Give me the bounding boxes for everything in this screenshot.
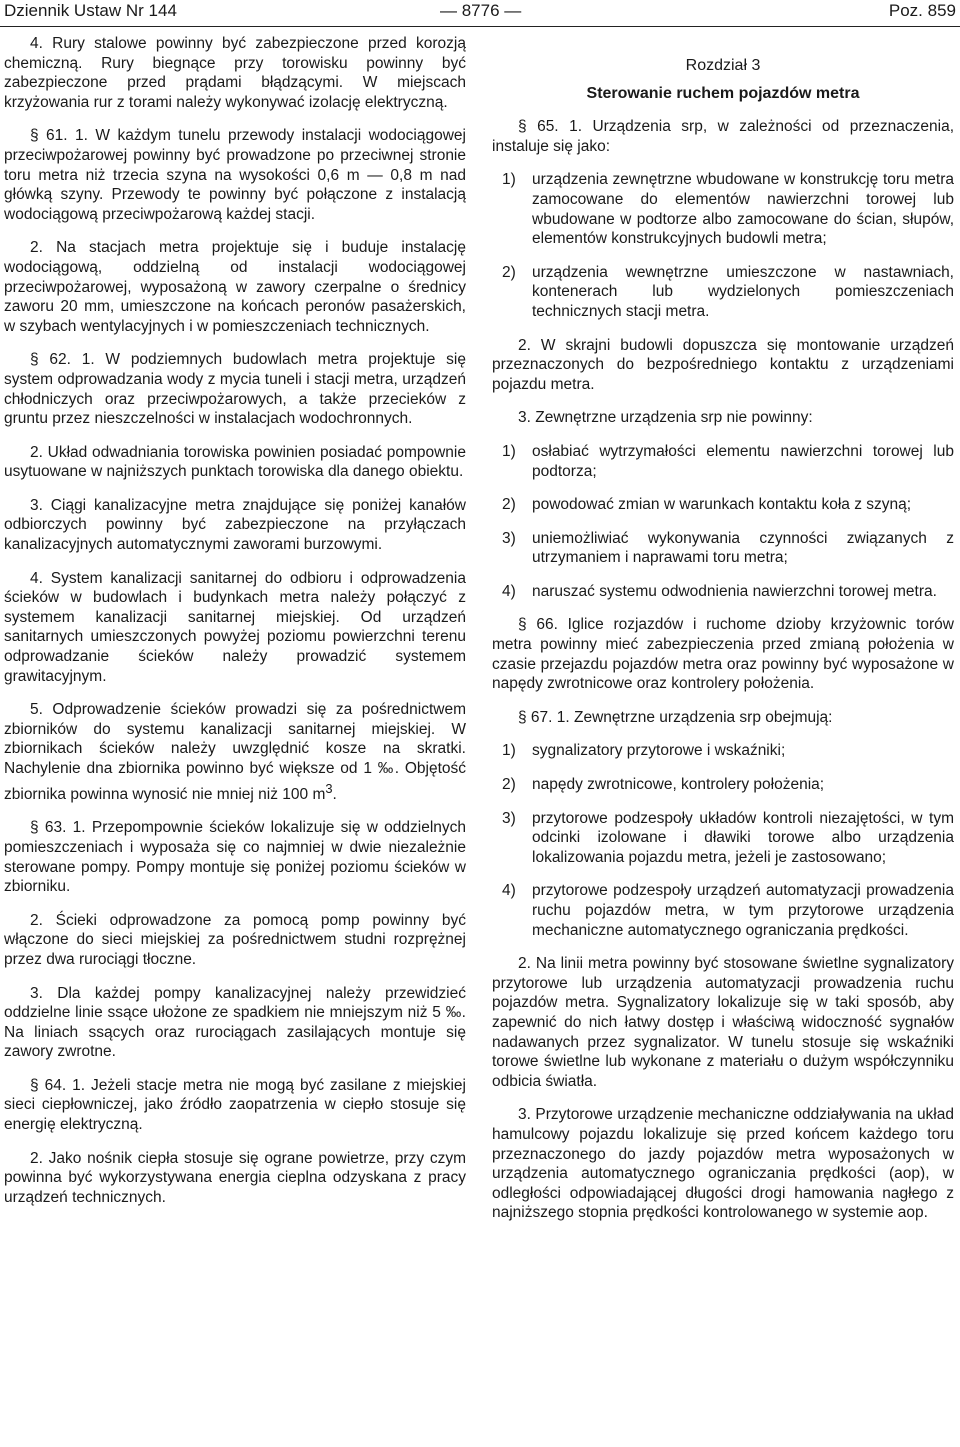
paragraph: 3. Dla każdej pompy kanalizacyjnej należy przewidzieć oddzielne linie ssące ułożone ze spadkiem nie mniejszym niż 5 ‰. Na liniach ssących oraz rurociągach zasilających montuje się zawory zwrotne.: [4, 984, 466, 1061]
item-number: 2): [502, 263, 516, 281]
item-number: 2): [502, 496, 516, 514]
left-column: [4, 34, 466, 1221]
list: [492, 170, 954, 321]
item-number: 2): [502, 776, 516, 794]
item-text: urządzenia wewnętrzne umieszczone w nastawniach, kontenerach lub wydzielonych pomieszczeniach technicznych stacji metra.: [532, 263, 954, 320]
item-number: 1): [502, 171, 516, 189]
chapter-title: Sterowanie ruchem pojazdów metra: [586, 84, 860, 102]
paragraph: [4, 700, 466, 804]
paragraph-text: .: [332, 785, 337, 803]
list-item: [492, 495, 954, 515]
item-text: sygnalizatory przytorowe i wskaźniki;: [532, 742, 786, 760]
item-number: 3): [502, 809, 516, 827]
paragraph: 3. Przytorowe urządzenie mechaniczne oddziaływania na układ hamulcowy pojazdu lokalizuje się przed końcem każdego toru przeznaczonego do jazdy pojazdów metra wyposażonych w urządzenia automatycznego ograniczania prędkości (aop), w odległości odpowiadającej długości drogi hamowania nagłego z najniższego stopnia prędkości kontrolowanego w systemie aop.: [492, 1106, 954, 1222]
item-text: przytorowe podzespoły układów kontroli niezajętości, w tym odcinki izolowane i dławiki torowe albo urządzenia lokalizowania pojazdu metra, jeżeli je zastosowano;: [532, 809, 954, 866]
paragraph: § 62. 1. W podziemnych budowlach metra projektuje się system odprowadzania wody z mycia tuneli i stacji metra, urządzeń chłodniczych oraz przeciwpożarowych, a także przecieków z gruntu przez nieszczelności w instalacjach wodochronnych.: [4, 351, 466, 428]
list-item: [492, 442, 954, 481]
superscript: 3: [325, 780, 333, 796]
paragraph: § 66. Iglice rozjazdów i ruchome dzioby krzyżownic torów metra powinny mieć zabezpieczenia przed zmianą położenia w czasie przejazdu pojazdów metra oraz powinny być wyposażone w napędy zwrotnicowe oraz kontrolery położenia.: [492, 616, 954, 693]
list-item: [492, 263, 954, 322]
paragraph: 3. Ciągi kanalizacyjne metra znajdujące się poniżej kanałów odbiorczych powinny być zabezpieczone na przyłączach kanalizacyjnych automatycznymi zaworami burzowymi.: [4, 496, 466, 554]
journal-title: Dziennik Ustaw Nr 144: [4, 1, 177, 20]
paragraph: 3. Zewnętrzne urządzenia srp nie powinny:: [518, 409, 813, 427]
paragraph: 4. System kanalizacji sanitarnej do odbioru i odprowadzenia ścieków w budowlach i budynkach metra należy połączyć z systemem kanalizacji sanitarnej miejskiej. Od urządzeń sanitarnych umieszczonych powyżej poziomu powierzchni terenu odprowadzanie ścieków należy prowadzić systemem grawitacyjnym.: [4, 569, 466, 685]
item-text: powodować zmian w warunkach kontaktu koła z szyną;: [532, 496, 912, 514]
paragraph: 2. Jako nośnik ciepła stosuje się ograne powietrze, przy czym powinna być wykorzystywana energia cieplna odzyskana z pracy urządzeń technicznych.: [4, 1149, 466, 1206]
paragraph: 2. W skrajni budowli dopuszcza się montowanie urządzeń przeznaczonych do bezpośredniego kontaktu z urządzeniami pojazdu metra.: [492, 336, 954, 393]
paragraph: § 65. 1. Urządzenia srp, w zależności od przeznaczenia, instaluje się jako:: [492, 118, 954, 155]
item-text: urządzenia zewnętrzne wbudowane w konstrukcję toru metra zamocowane do elementów nawierzchni torowej lub wbudowane w podtorze albo zamocowane do ścian, słupów, elementów konstrukcyjnych budowli metra;: [532, 171, 954, 248]
paragraph: 2. Na linii metra powinny być stosowane świetlne sygnalizatory przytorowe lub urządzenia automatyzacji prowadzenia ruchu pojazdów metra. Sygnalizatory lokalizuje się w taki sposób, aby zapewnić do nich łatwy dostęp i właściwą widoczność sygnałów nadawanych przez sygnalizator. W tunelu stosuje się wskaźniki torowe świetlne lub wykonane z materiału o dużym współczynniku odbicia światła.: [492, 955, 954, 1090]
page-header: [0, 0, 960, 24]
paragraph: § 61. 1. W każdym tunelu przewody instalacji wodociągowej przeciwpożarowej powinny być prowadzone po przeciwnej stronie toru metra niż trzecia szyna na wysokości 0,6 m — 0,8 m nad główką szyny. Przewody te powinny być połączone z instalacją wodociągową przeciwpożarową każdej stacji.: [4, 127, 466, 223]
paragraph: 2. Ścieki odprowadzone za pomocą pomp powinny być włączone do sieci miejskiej za pośrednictwem studni rozprężnej przez dwa rurociągi tłoczne.: [4, 911, 466, 968]
item-number: 4): [502, 882, 516, 900]
item-number: 1): [502, 442, 516, 460]
item-number: 4): [502, 582, 516, 600]
list: [492, 442, 954, 602]
right-column: [492, 34, 954, 1237]
paragraph: 2. Na stacjach metra projektuje się i buduje instalację wodociągową, oddzielną od instalacji wodociągowej przeciwpożarowej, wyposażoną w zawory czerpalne o średnicy zaworu 20 mm, umieszczone na końcach peronów pasażerskich, w szybach wentylacyjnych i w pomieszczeniach technicznych.: [4, 239, 466, 335]
paragraph: § 63. 1. Przepompownie ścieków lokalizuje się w oddzielnych pomieszczeniach i wyposaża się co najmniej w dwie niezależnie sterowane pompy. Pompy montuje się poniżej poziomu ścieków w zbiorniku.: [4, 819, 466, 896]
item-number: 1): [502, 742, 516, 760]
paragraph-text: 5. Odprowadzenie ścieków prowadzi się za pośrednictwem zbiorników do systemu kanalizacji sanitarnej miejskiej. W zbiornikach ścieków należy uwzględnić kosze na skratki. Nachylenie dna zbiornika powinno być większe od 1 ‰. Objętość zbiornika powinna wynosić nie mniej niż 100 m: [4, 701, 466, 803]
item-text: naruszać systemu odwodnienia nawierzchni torowej metra.: [532, 582, 937, 600]
item-text: napędy zwrotnicowe, kontrolery położenia;: [532, 776, 825, 794]
list: [492, 741, 954, 940]
paragraph: § 64. 1. Jeżeli stacje metra nie mogą być zasilane z miejskiej sieci ciepłowniczej, jako źródło zaopatrzenia w ciepło stosuje się energię elektryczną.: [4, 1076, 466, 1134]
position-number: Poz. 859: [888, 1, 956, 20]
list-item: [492, 775, 954, 795]
item-text: osłabiać wytrzymałości elementu nawierzchni torowej lub podtorza;: [532, 442, 954, 480]
list-item: [492, 809, 954, 868]
list-item: [492, 170, 954, 248]
item-number: 3): [502, 529, 516, 547]
item-text: przytorowe podzespoły urządzeń automatyzacji prowadzenia ruchu pojazdów metra, w tym przytorowe urządzenia mechaniczne automatycznego ograniczania prędkości.: [532, 882, 954, 939]
page-number: — 8776 —: [440, 1, 522, 20]
list-item: [492, 881, 954, 940]
list-item: [492, 529, 954, 568]
list-item: [492, 741, 954, 761]
item-text: uniemożliwiać wykonywania czynności związanych z utrzymaniem i naprawami toru metra;: [532, 529, 954, 567]
chapter-number: Rozdział 3: [685, 57, 761, 74]
paragraph: § 67. 1. Zewnętrzne urządzenia srp obejmują:: [518, 708, 833, 726]
paragraph: 2. Układ odwadniania torowiska powinien posiadać pompownie usytuowane w najniższych punktach torowiska dla danego obiektu.: [4, 443, 466, 481]
header-rule: [0, 26, 960, 27]
paragraph: 4. Rury stalowe powinny być zabezpieczone przed korozją chemiczną. Rury biegnące przy torowisku powinny być zabezpieczone przed prądami błądzącymi. W miejscach krzyżowania rur z torami należy wykonywać izolację elektryczną.: [4, 35, 466, 111]
list-item: [492, 582, 954, 602]
